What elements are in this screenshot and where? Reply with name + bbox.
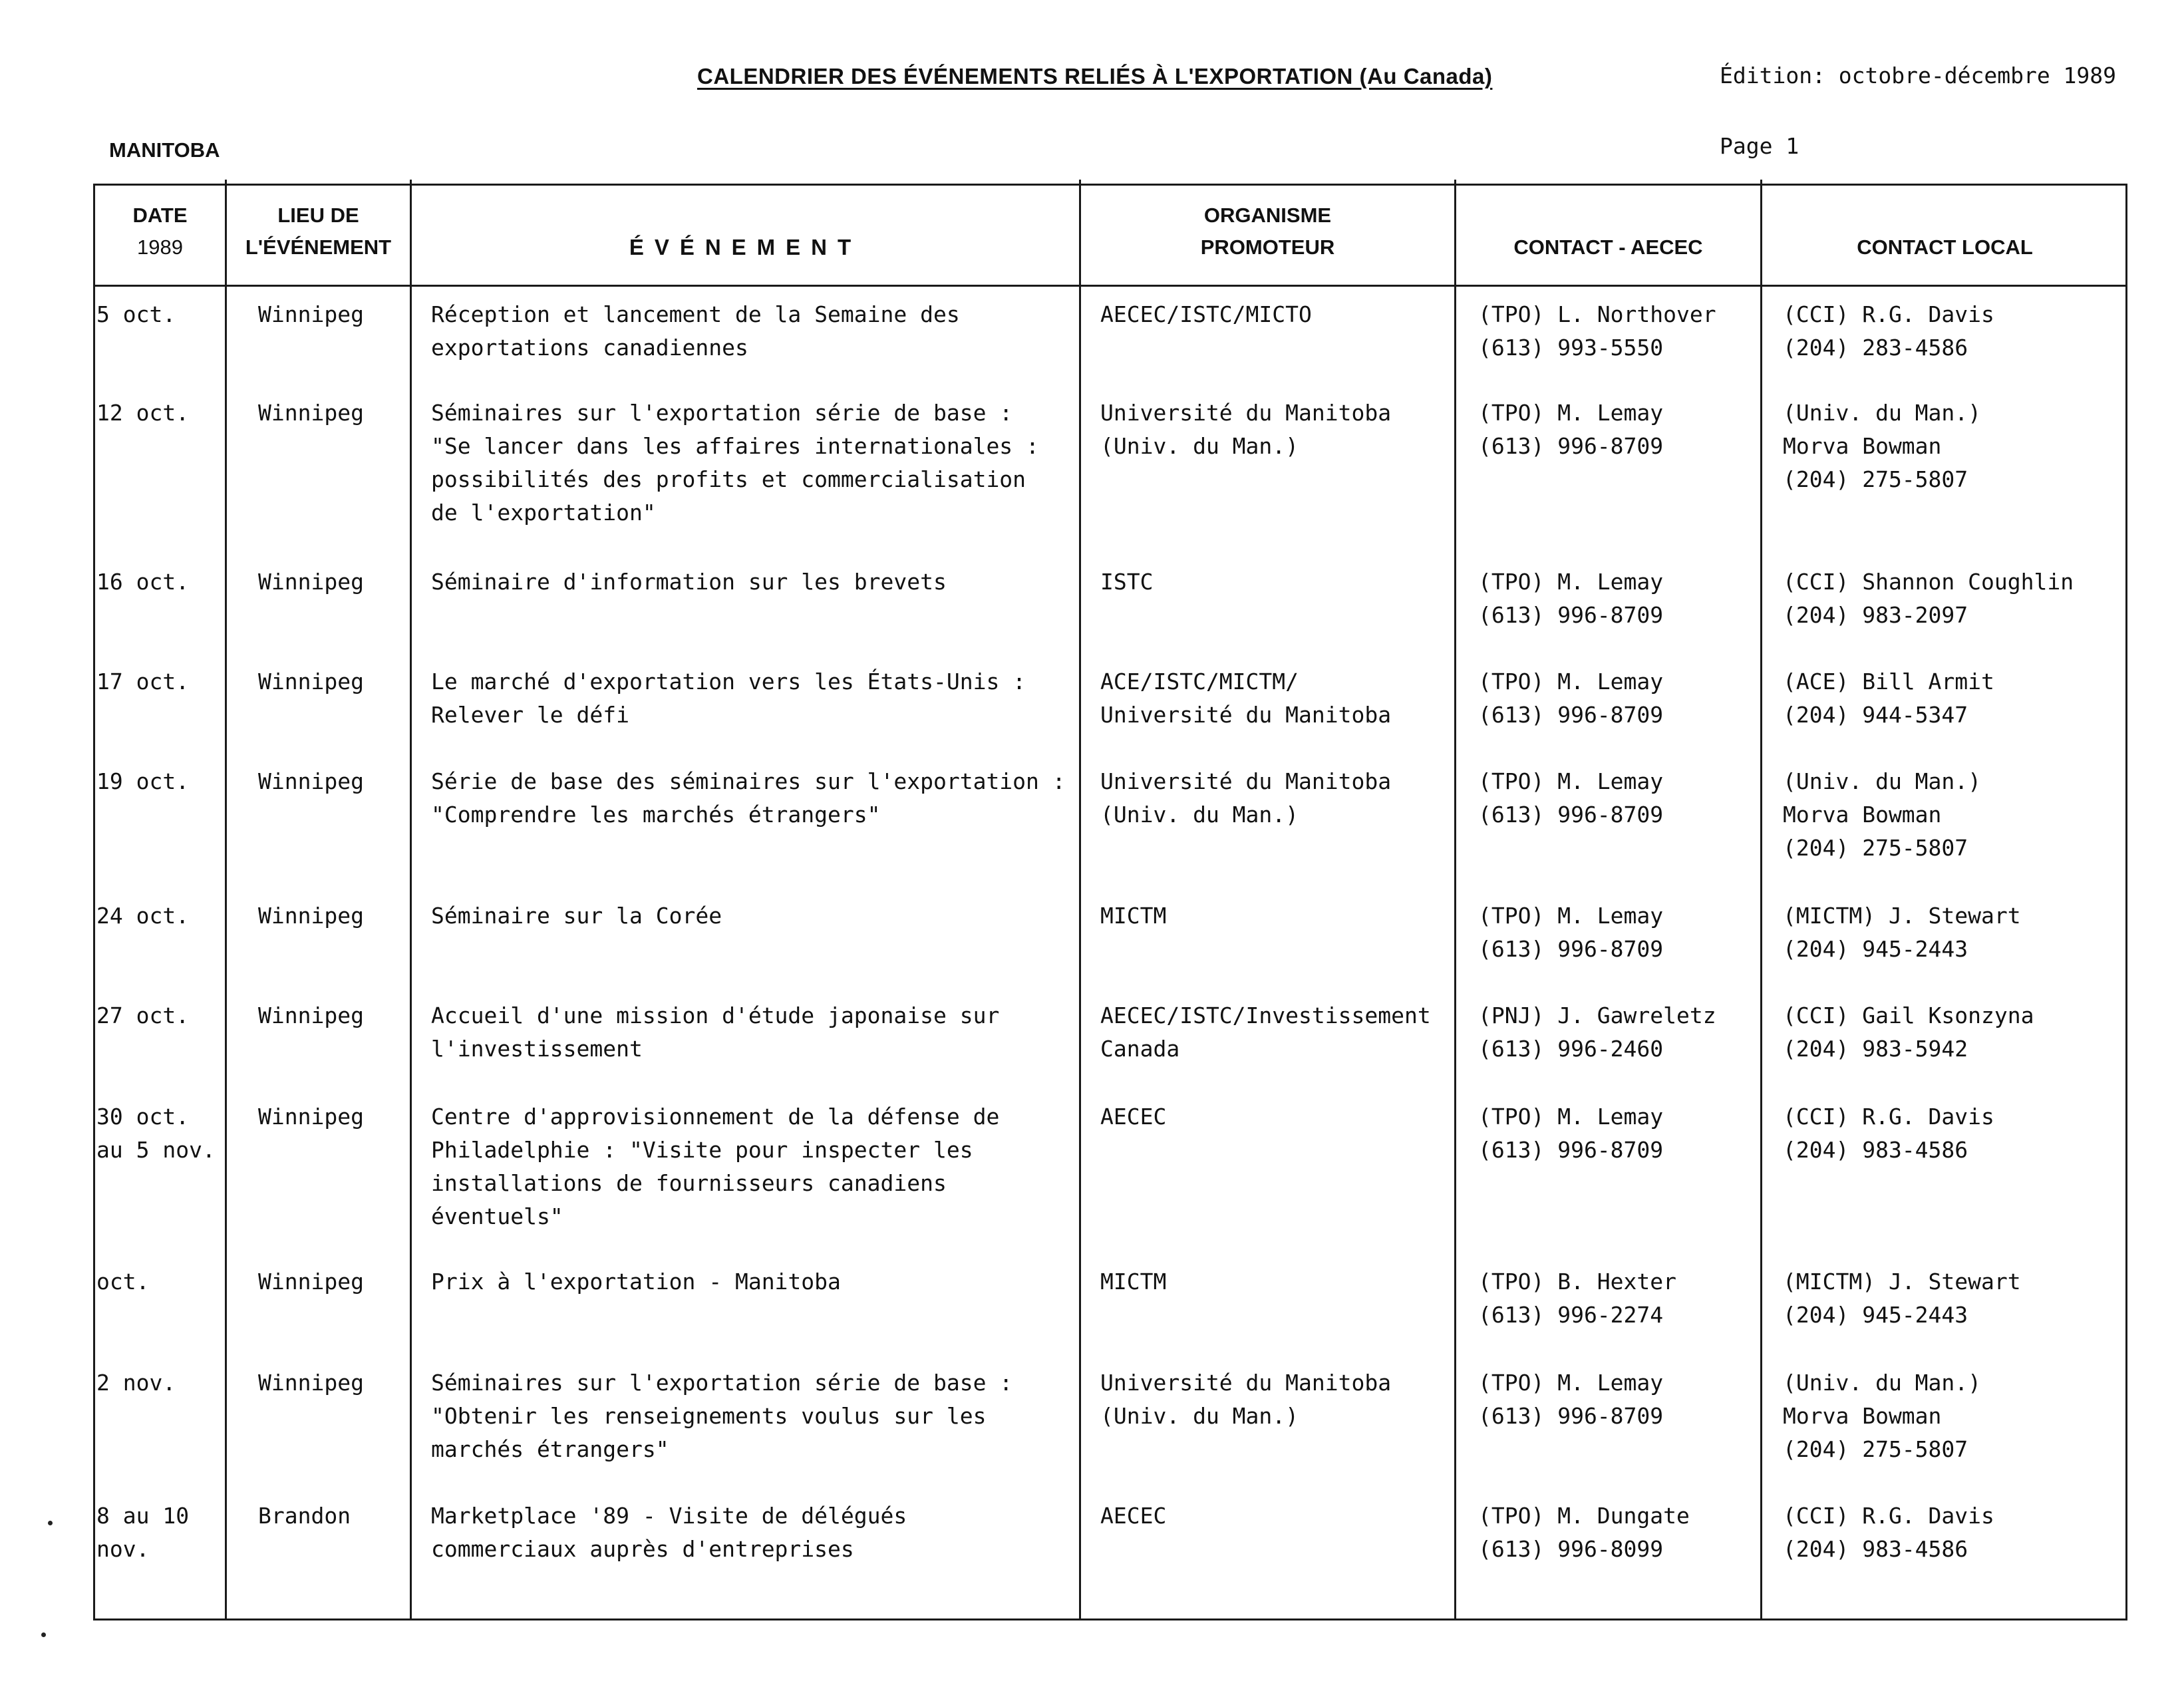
cell-line: "Se lancer dans les affaires internationales : <box>431 433 1039 459</box>
page-number: Page 1 <box>1720 133 1799 159</box>
cell-line: Université du Manitoba <box>1100 768 1392 794</box>
column-header-organisme-line1: ORGANISME <box>1203 204 1332 227</box>
column-header-date-line2: 1989 <box>137 235 183 259</box>
cell-line: Université du Manitoba <box>1100 702 1392 728</box>
cell-organisme <box>1100 1265 1166 1299</box>
cell-line: (204) 983-4586 <box>1783 1137 1968 1163</box>
column-header-date-line1: DATE <box>132 204 188 227</box>
cell-line: "Comprendre les marchés étrangers" <box>431 802 881 828</box>
column-divider <box>225 180 227 1620</box>
cell-line: (CCI) Shannon Coughlin <box>1783 569 2074 595</box>
cell-aecec <box>1478 665 1663 732</box>
cell-line: Canada <box>1100 1036 1180 1062</box>
cell-line: (TPO) M. Lemay <box>1478 1104 1664 1130</box>
cell-line: possibilités des profits et commercialisation <box>431 466 1026 492</box>
cell-date <box>96 899 189 933</box>
cell-line: Morva Bowman <box>1783 1403 1942 1429</box>
cell-line: "Obtenir les renseignements voulus sur les <box>431 1403 987 1429</box>
column-divider <box>1079 180 1081 1620</box>
cell-aecec <box>1478 999 1716 1066</box>
cell-date <box>96 999 189 1032</box>
cell-line: (TPO) M. Lemay <box>1478 569 1664 595</box>
cell-line: (613) 996-8709 <box>1478 702 1664 728</box>
cell-line: exportations canadiennes <box>431 335 748 361</box>
cell-organisme <box>1100 1366 1391 1433</box>
cell-evenement <box>431 665 1026 732</box>
cell-line: Réception et lancement de la Semaine des <box>431 301 960 327</box>
cell-line: (TPO) L. Northover <box>1478 301 1716 327</box>
cell-line: Centre d'approvisionnement de la défense de <box>431 1104 1000 1130</box>
cell-line: (613) 996-2460 <box>1478 1036 1664 1062</box>
cell-lieu: Brandon <box>258 1503 351 1529</box>
cell-line: ISTC <box>1100 569 1154 595</box>
cell-line: (CCI) R.G. Davis <box>1783 301 1994 327</box>
cell-line: (TPO) M. Lemay <box>1478 1370 1664 1396</box>
cell-lieu: Winnipeg <box>258 569 364 595</box>
cell-line: (204) 983-2097 <box>1783 602 1968 628</box>
cell-line: (TPO) M. Lemay <box>1478 903 1664 929</box>
cell-local <box>1783 665 1994 732</box>
cell-aecec <box>1478 899 1663 966</box>
cell-line: AECEC/ISTC/MICTO <box>1100 301 1312 327</box>
cell-aecec <box>1478 1499 1690 1566</box>
column-divider <box>410 180 412 1620</box>
cell-line: Relever le défi <box>431 702 630 728</box>
cell-line: Morva Bowman <box>1783 802 1942 828</box>
cell-line: AECEC <box>1100 1503 1167 1529</box>
cell-line: (613) 996-2274 <box>1478 1302 1664 1328</box>
cell-line: marchés étrangers" <box>431 1436 669 1462</box>
cell-aecec <box>1478 565 1663 632</box>
cell-date <box>96 665 189 698</box>
cell-date <box>96 565 189 599</box>
column-header-lieu <box>227 200 410 263</box>
cell-evenement <box>431 565 947 599</box>
cell-date <box>96 1366 176 1400</box>
cell-line: (TPO) M. Lemay <box>1478 768 1664 794</box>
cell-date <box>96 396 189 430</box>
cell-line: (204) 983-5942 <box>1783 1036 1968 1062</box>
cell-local <box>1783 1366 1981 1466</box>
document-title: CALENDRIER DES ÉVÉNEMENTS RELIÉS À L'EXPORTATION (Au Canada) <box>697 64 1493 88</box>
cell-line: (Univ. du Man.) <box>1100 802 1299 828</box>
cell-evenement <box>431 765 1066 832</box>
cell-line: (204) 945-2443 <box>1783 1302 1968 1328</box>
cell-line: (613) 996-8709 <box>1478 936 1664 962</box>
cell-local <box>1783 1100 1994 1167</box>
cell-lieu: Winnipeg <box>258 1269 364 1295</box>
cell-line: (613) 996-8709 <box>1478 1403 1664 1429</box>
cell-line: (MICTM) J. Stewart <box>1783 1269 2021 1295</box>
cell-local <box>1783 396 1981 496</box>
cell-lieu: Winnipeg <box>258 768 364 794</box>
cell-organisme <box>1100 1499 1166 1533</box>
cell-date <box>96 1100 216 1167</box>
header-divider <box>93 285 2127 287</box>
column-header-organisme-line2: PROMOTEUR <box>1200 235 1335 259</box>
cell-line: (Univ. du Man.) <box>1100 1403 1299 1429</box>
cell-date <box>96 765 189 798</box>
cell-line: (204) 983-4586 <box>1783 1536 1968 1562</box>
cell-local <box>1783 899 2021 966</box>
cell-aecec <box>1478 298 1716 365</box>
edition-date: Édition: octobre-décembre 1989 <box>1720 63 2117 88</box>
cell-line: de l'exportation" <box>431 500 656 526</box>
cell-organisme <box>1100 565 1153 599</box>
cell-line: Université du Manitoba <box>1100 1370 1392 1396</box>
cell-line: (204) 945-2443 <box>1783 936 1968 962</box>
cell-organisme <box>1100 999 1431 1066</box>
cell-evenement <box>431 1265 841 1299</box>
cell-line: Morva Bowman <box>1783 433 1942 459</box>
cell-line: Marketplace '89 - Visite de délégués <box>431 1503 907 1529</box>
cell-lieu: Winnipeg <box>258 669 364 694</box>
cell-aecec <box>1478 1265 1676 1332</box>
column-header-lieu-line1: LIEU DE <box>277 204 359 227</box>
cell-organisme <box>1100 1100 1166 1134</box>
cell-line: (MICTM) J. Stewart <box>1783 903 2021 929</box>
cell-lieu: Winnipeg <box>258 1003 364 1028</box>
cell-line: (613) 996-8709 <box>1478 1137 1664 1163</box>
column-header-organisme <box>1081 200 1454 263</box>
cell-line: Série de base des séminaires sur l'exportation : <box>431 768 1066 794</box>
cell-line: (204) 275-5807 <box>1783 466 1968 492</box>
cell-line: (613) 996-8709 <box>1478 602 1664 628</box>
cell-local <box>1783 565 2074 632</box>
column-header-lieu-line2: L'ÉVÉNEMENT <box>245 235 392 259</box>
cell-line: (Univ. du Man.) <box>1100 433 1299 459</box>
cell-line: 30 oct. <box>96 1104 190 1130</box>
cell-local <box>1783 298 1994 365</box>
cell-line: 24 oct. <box>96 903 190 929</box>
cell-line: l'investissement <box>431 1036 643 1062</box>
column-header-contact-aecec: CONTACT - AECEC <box>1513 235 1703 259</box>
cell-line: Séminaire sur la Corée <box>431 903 722 929</box>
cell-local <box>1783 999 2034 1066</box>
cell-line: (613) 996-8709 <box>1478 802 1664 828</box>
cell-organisme <box>1100 899 1166 933</box>
column-header-date <box>95 200 225 263</box>
cell-local <box>1783 765 1981 865</box>
cell-evenement <box>431 1100 999 1233</box>
cell-line: ACE/ISTC/MICTM/ <box>1100 669 1299 694</box>
province-label: MANITOBA <box>109 138 220 162</box>
cell-local <box>1783 1499 1994 1566</box>
cell-evenement <box>431 1499 907 1566</box>
cell-date <box>96 298 176 331</box>
column-divider <box>1454 180 1456 1620</box>
cell-line: 17 oct. <box>96 669 190 694</box>
cell-line: (204) 283-4586 <box>1783 335 1968 361</box>
cell-line: 16 oct. <box>96 569 190 595</box>
cell-line: installations de fournisseurs canadiens <box>431 1170 947 1196</box>
cell-lieu: Winnipeg <box>258 903 364 929</box>
cell-local <box>1783 1265 2021 1332</box>
cell-line: (PNJ) J. Gawreletz <box>1478 1003 1716 1028</box>
cell-aecec <box>1478 1100 1663 1167</box>
cell-evenement <box>431 899 722 933</box>
cell-organisme <box>1100 298 1312 331</box>
cell-aecec <box>1478 1366 1663 1433</box>
cell-line: Séminaires sur l'exportation série de base : <box>431 1370 1013 1396</box>
cell-evenement <box>431 396 1039 530</box>
cell-line: (Univ. du Man.) <box>1783 768 1982 794</box>
column-divider <box>1760 180 1762 1620</box>
cell-line: (204) 275-5807 <box>1783 1436 1968 1462</box>
cell-line: AECEC/ISTC/Investissement <box>1100 1003 1431 1028</box>
cell-date <box>96 1499 189 1566</box>
cell-line: (CCI) R.G. Davis <box>1783 1503 1994 1529</box>
cell-line: nov. <box>96 1536 150 1562</box>
cell-line: éventuels" <box>431 1203 563 1229</box>
column-header-contact-local: CONTACT LOCAL <box>1857 235 2033 259</box>
cell-line: 5 oct. <box>96 301 176 327</box>
cell-organisme <box>1100 765 1391 832</box>
cell-line: (CCI) R.G. Davis <box>1783 1104 1994 1130</box>
cell-line: (204) 275-5807 <box>1783 835 1968 861</box>
cell-aecec <box>1478 396 1663 463</box>
cell-evenement <box>431 298 960 365</box>
cell-line: Philadelphie : "Visite pour inspecter les <box>431 1137 973 1163</box>
cell-line: (613) 996-8099 <box>1478 1536 1664 1562</box>
cell-line: Accueil d'une mission d'étude japonaise sur <box>431 1003 1000 1028</box>
cell-line: Prix à l'exportation - Manitoba <box>431 1269 841 1295</box>
cell-aecec <box>1478 765 1663 832</box>
cell-line: 8 au 10 <box>96 1503 190 1529</box>
cell-line: (Univ. du Man.) <box>1783 400 1982 426</box>
scan-speck <box>48 1521 53 1525</box>
cell-line: (TPO) M. Lemay <box>1478 669 1664 694</box>
cell-evenement <box>431 1366 1013 1466</box>
cell-line: (TPO) M. Lemay <box>1478 400 1664 426</box>
cell-line: MICTM <box>1100 1269 1167 1295</box>
cell-lieu: Winnipeg <box>258 1370 364 1396</box>
cell-line: Séminaire d'information sur les brevets <box>431 569 947 595</box>
cell-line: (CCI) Gail Ksonzyna <box>1783 1003 2034 1028</box>
cell-date <box>96 1265 149 1299</box>
cell-line: 27 oct. <box>96 1003 190 1028</box>
cell-line: MICTM <box>1100 903 1167 929</box>
cell-line: 12 oct. <box>96 400 190 426</box>
cell-line: (613) 996-8709 <box>1478 433 1664 459</box>
cell-line: (Univ. du Man.) <box>1783 1370 1982 1396</box>
cell-line: au 5 nov. <box>96 1137 216 1163</box>
cell-organisme <box>1100 665 1391 732</box>
cell-line: 19 oct. <box>96 768 190 794</box>
cell-organisme <box>1100 396 1391 463</box>
cell-line: Séminaires sur l'exportation série de base : <box>431 400 1013 426</box>
cell-lieu: Winnipeg <box>258 301 364 327</box>
cell-lieu: Winnipeg <box>258 400 364 426</box>
cell-line: oct. <box>96 1269 150 1295</box>
scan-speck <box>41 1632 46 1637</box>
cell-line: (TPO) M. Dungate <box>1478 1503 1690 1529</box>
cell-line: (613) 993-5550 <box>1478 335 1664 361</box>
cell-line: (ACE) Bill Armit <box>1783 669 1994 694</box>
column-header-evenement: ÉVÉNEMENT <box>629 235 862 259</box>
cell-lieu: Winnipeg <box>258 1104 364 1130</box>
cell-line: commerciaux auprès d'entreprises <box>431 1536 854 1562</box>
cell-line: 2 nov. <box>96 1370 176 1396</box>
cell-line: Université du Manitoba <box>1100 400 1392 426</box>
cell-line: Le marché d'exportation vers les États-Unis : <box>431 669 1026 694</box>
cell-evenement <box>431 999 999 1066</box>
cell-line: (TPO) B. Hexter <box>1478 1269 1677 1295</box>
cell-line: AECEC <box>1100 1104 1167 1130</box>
cell-line: (204) 944-5347 <box>1783 702 1968 728</box>
